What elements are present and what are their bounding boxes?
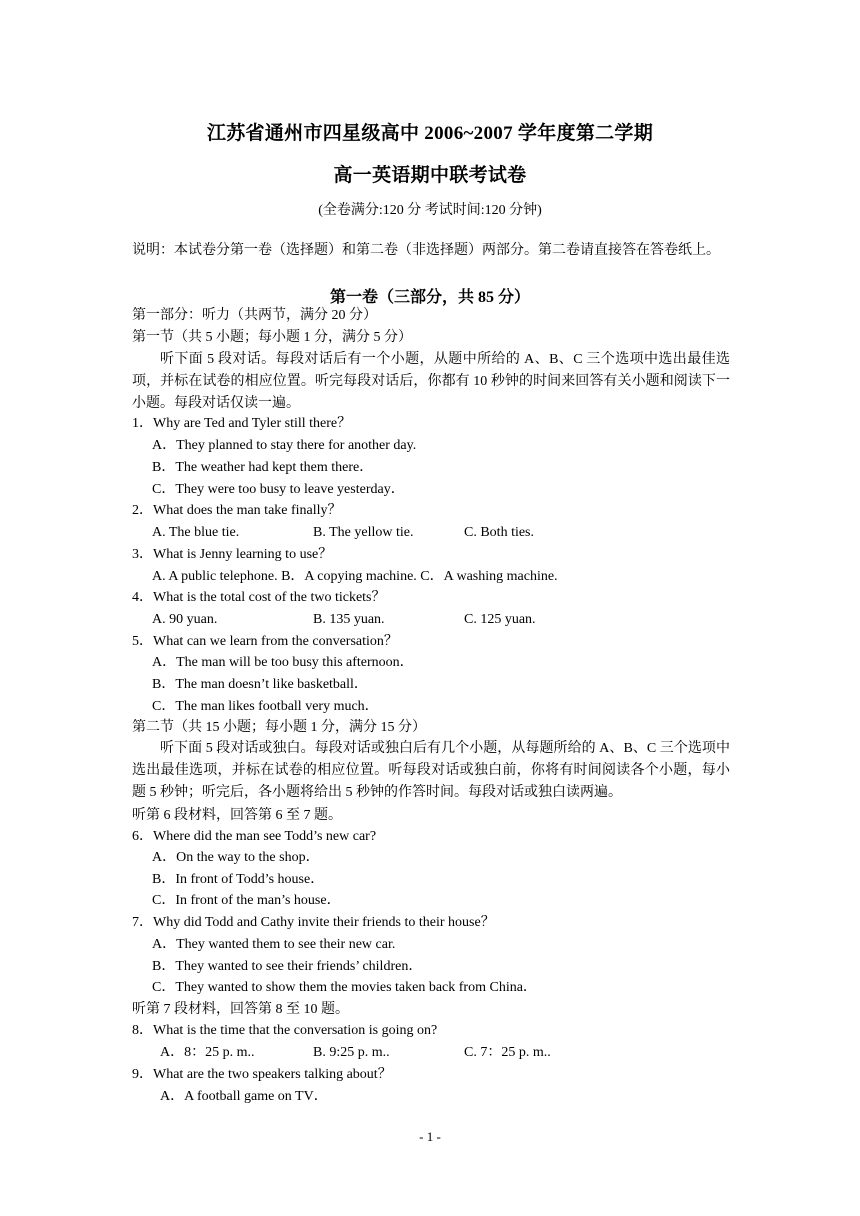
q2-option-b: B. The yellow tie. — [313, 525, 414, 540]
material-6-instruction: 听第 6 段材料，回答第 6 至 7 题。 — [132, 808, 342, 823]
question-8: 8．What is the time that the conversation is going on? — [132, 1023, 438, 1038]
exam-title: 江苏省通州市四星级高中 2006~2007 学年度第二学期 — [206, 123, 654, 144]
section1-title: 第一节（共 5 小题；每小题 1 分，满分 5 分） — [132, 330, 412, 345]
q7-option-a: A．They wanted them to see their new car. — [152, 937, 396, 952]
volume1-title: 第一卷（三部分，共 85 分） — [329, 289, 530, 306]
question-4: 4．What is the total cost of the two tickets？ — [132, 590, 386, 605]
section2-directions: 听下面 5 段对话或独白。每段对话或独白后有几个小题，从每题所给的 A、B、C 三个选项中选出最佳选项，并标在试卷的相应位置。听每段对话或独白前，你将有时间阅读各个小题，每小题 5 秒钟；听完后，各小题将给出 5 秒钟的作答时间。每段对话或独白读两遍。 — [132, 741, 730, 800]
q3-options: A. A public telephone. B．A copying machine. C．A washing machine. — [152, 569, 558, 584]
question-9: 9．What are the two speakers talking about？ — [132, 1067, 392, 1082]
q1-option-c: C．They were too busy to leave yesterday． — [152, 482, 405, 497]
section1-directions: 听下面 5 段对话。每段对话后有一个小题，从题中所给的 A、B、C 三个选项中选出最佳选项，并标在试卷的相应位置。听完每段对话后，你都有 10 秒钟的时间来回答有关小题和阅读下一小题。每段对话仅读一遍。 — [132, 352, 730, 411]
question-1: 1．Why are Ted and Tyler still there？ — [132, 416, 352, 431]
question-6: 6．Where did the man see Todd’s new car? — [132, 829, 377, 844]
q7-option-c: C．They wanted to show them the movies taken back from China． — [152, 980, 537, 995]
q4-option-a: A. 90 yuan. — [152, 612, 218, 627]
q8-option-b: B. 9:25 p. m.. — [313, 1045, 390, 1060]
q2-option-a: A. The blue tie. — [152, 525, 240, 540]
q4-option-b: B. 135 yuan. — [313, 612, 385, 627]
question-2: 2．What does the man take finally？ — [132, 503, 342, 518]
q6-option-c: C．In front of the man’s house． — [152, 893, 341, 908]
q6-option-a: A．On the way to the shop． — [152, 850, 320, 865]
q5-option-c: C．The man likes football very much． — [152, 699, 379, 714]
q8-option-a: A．8：25 p. m.. — [160, 1045, 255, 1060]
q1-option-a: A．They planned to stay there for another day. — [152, 438, 417, 453]
question-3: 3．What is Jenny learning to use？ — [132, 547, 333, 562]
q5-option-a: A．The man will be too busy this afternoon． — [152, 655, 414, 670]
exam-score-time: (全卷满分:120 分 考试时间:120 分钟) — [318, 203, 542, 218]
q5-option-b: B．The man doesn’t like basketball． — [152, 677, 368, 692]
q6-option-b: B．In front of Todd’s house． — [152, 872, 325, 887]
page-number: - 1 - — [419, 1129, 441, 1144]
q8-option-c: C. 7：25 p. m.. — [464, 1045, 551, 1060]
q1-option-b: B．The weather had kept them there． — [152, 460, 374, 475]
q4-option-c: C. 125 yuan. — [464, 612, 536, 627]
q9-option-a: A．A football game on TV． — [160, 1089, 328, 1104]
exam-subject-title: 高一英语期中联考试卷 — [333, 165, 527, 186]
part1-title: 第一部分：听力（共两节，满分 20 分） — [132, 308, 377, 323]
q7-option-b: B．They wanted to see their friends’ children． — [152, 959, 423, 974]
section2-title: 第二节（共 15 小题；每小题 1 分，满分 15 分） — [132, 720, 426, 735]
question-7: 7．Why did Todd and Cathy invite their friends to their house？ — [132, 915, 495, 930]
instructions: 说明：本试卷分第一卷（选择题）和第二卷（非选择题）两部分。第二卷请直接答在答卷纸上。 — [132, 243, 720, 258]
q2-option-c: C. Both ties. — [464, 525, 535, 540]
question-5: 5．What can we learn from the conversation？ — [132, 634, 398, 649]
material-7-instruction: 听第 7 段材料，回答第 8 至 10 题。 — [132, 1002, 349, 1017]
